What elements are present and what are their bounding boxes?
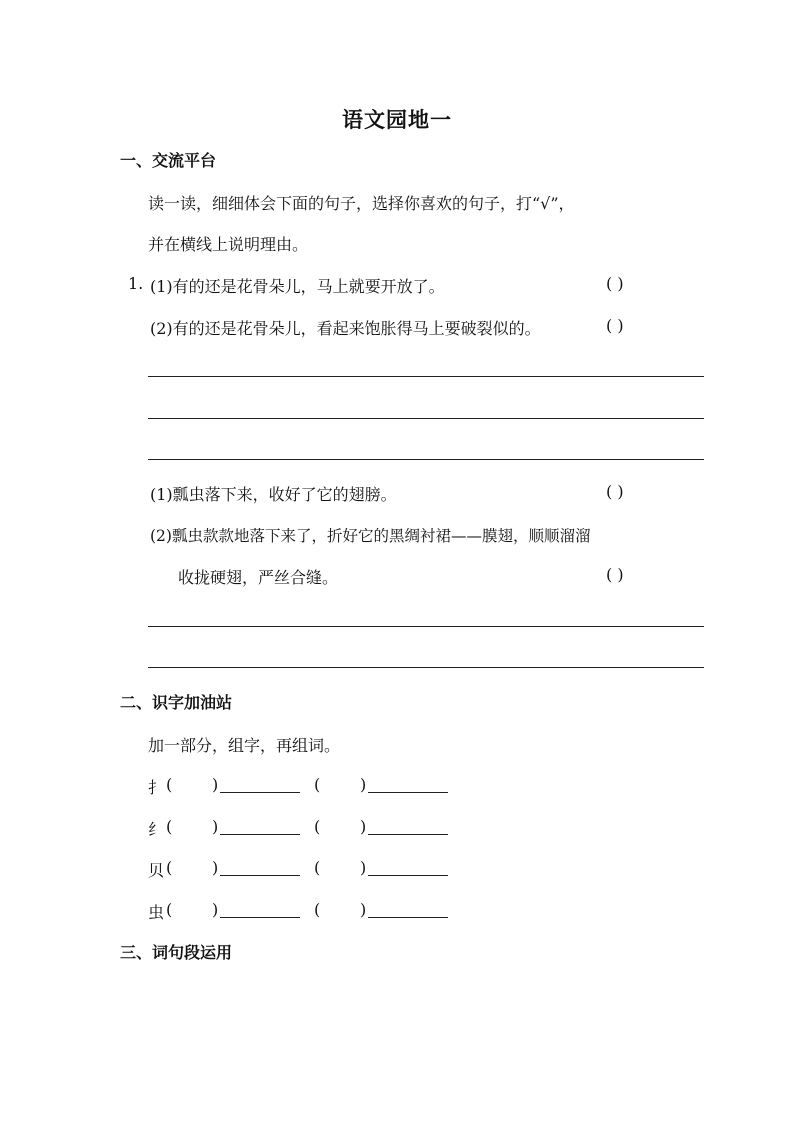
word-blank[interactable] bbox=[368, 860, 448, 876]
word-blank[interactable] bbox=[368, 777, 448, 793]
section-heading-literacy-station: 二、识字加油站 bbox=[120, 693, 233, 712]
instruction-add-part: 加一部分，组字，再组词。 bbox=[148, 736, 341, 755]
open-paren: ( bbox=[314, 817, 321, 836]
page-title: 语文园地一 bbox=[342, 107, 452, 132]
sentence-2-2-line-1: (2)瓢虫款款地落下来了，折好它的黑绸衬裙——膜翅，顺顺溜溜 bbox=[150, 527, 591, 545]
check-parentheses[interactable]: ( ) bbox=[606, 316, 624, 335]
radical: 扌 bbox=[148, 778, 165, 797]
sentence-2-2-line-2: 收拢硬翅，严丝合缝。 bbox=[178, 568, 339, 587]
sentence-2-1: (1)瓢虫落下来，收好了它的翅膀。 bbox=[150, 485, 397, 504]
instruction-line-2: 并在横线上说明理由。 bbox=[148, 235, 309, 254]
close-paren: ) bbox=[360, 775, 367, 794]
check-parentheses[interactable]: ( ) bbox=[606, 274, 624, 293]
word-blank[interactable] bbox=[220, 902, 300, 918]
open-paren: ( bbox=[314, 858, 321, 877]
close-paren: ) bbox=[212, 775, 219, 794]
item-number: 1. bbox=[128, 274, 144, 293]
sentence-1-2: (2)有的还是花骨朵儿，看起来饱胀得马上要破裂似的。 bbox=[150, 319, 541, 338]
open-paren: ( bbox=[166, 900, 173, 919]
section-heading-word-sentence-usage: 三、词句段运用 bbox=[120, 943, 233, 962]
answer-line[interactable] bbox=[148, 459, 704, 460]
answer-line[interactable] bbox=[148, 376, 704, 377]
close-paren: ) bbox=[360, 858, 367, 877]
word-blank[interactable] bbox=[220, 819, 300, 835]
word-blank[interactable] bbox=[220, 860, 300, 876]
check-parentheses[interactable]: ( ) bbox=[606, 482, 624, 501]
radical: 贝 bbox=[148, 861, 165, 880]
answer-line[interactable] bbox=[148, 626, 704, 627]
radical: 虫 bbox=[148, 903, 165, 922]
open-paren: ( bbox=[314, 775, 321, 794]
radical: 纟 bbox=[148, 820, 165, 839]
word-blank[interactable] bbox=[368, 819, 448, 835]
word-blank[interactable] bbox=[220, 777, 300, 793]
close-paren: ) bbox=[360, 817, 367, 836]
sentence-1-1: (1)有的还是花骨朵儿，马上就要开放了。 bbox=[150, 277, 445, 296]
word-blank[interactable] bbox=[368, 902, 448, 918]
close-paren: ) bbox=[360, 900, 367, 919]
instruction-line-1: 读一读，细细体会下面的句子，选择你喜欢的句子，打“√”， bbox=[148, 194, 575, 213]
close-paren: ) bbox=[212, 858, 219, 877]
close-paren: ) bbox=[212, 900, 219, 919]
answer-line[interactable] bbox=[148, 418, 704, 419]
section-heading-exchange-platform: 一、交流平台 bbox=[120, 151, 217, 170]
open-paren: ( bbox=[166, 817, 173, 836]
answer-line[interactable] bbox=[148, 667, 704, 668]
open-paren: ( bbox=[166, 775, 173, 794]
open-paren: ( bbox=[166, 858, 173, 877]
check-parentheses[interactable]: ( ) bbox=[606, 565, 624, 584]
open-paren: ( bbox=[314, 900, 321, 919]
close-paren: ) bbox=[212, 817, 219, 836]
